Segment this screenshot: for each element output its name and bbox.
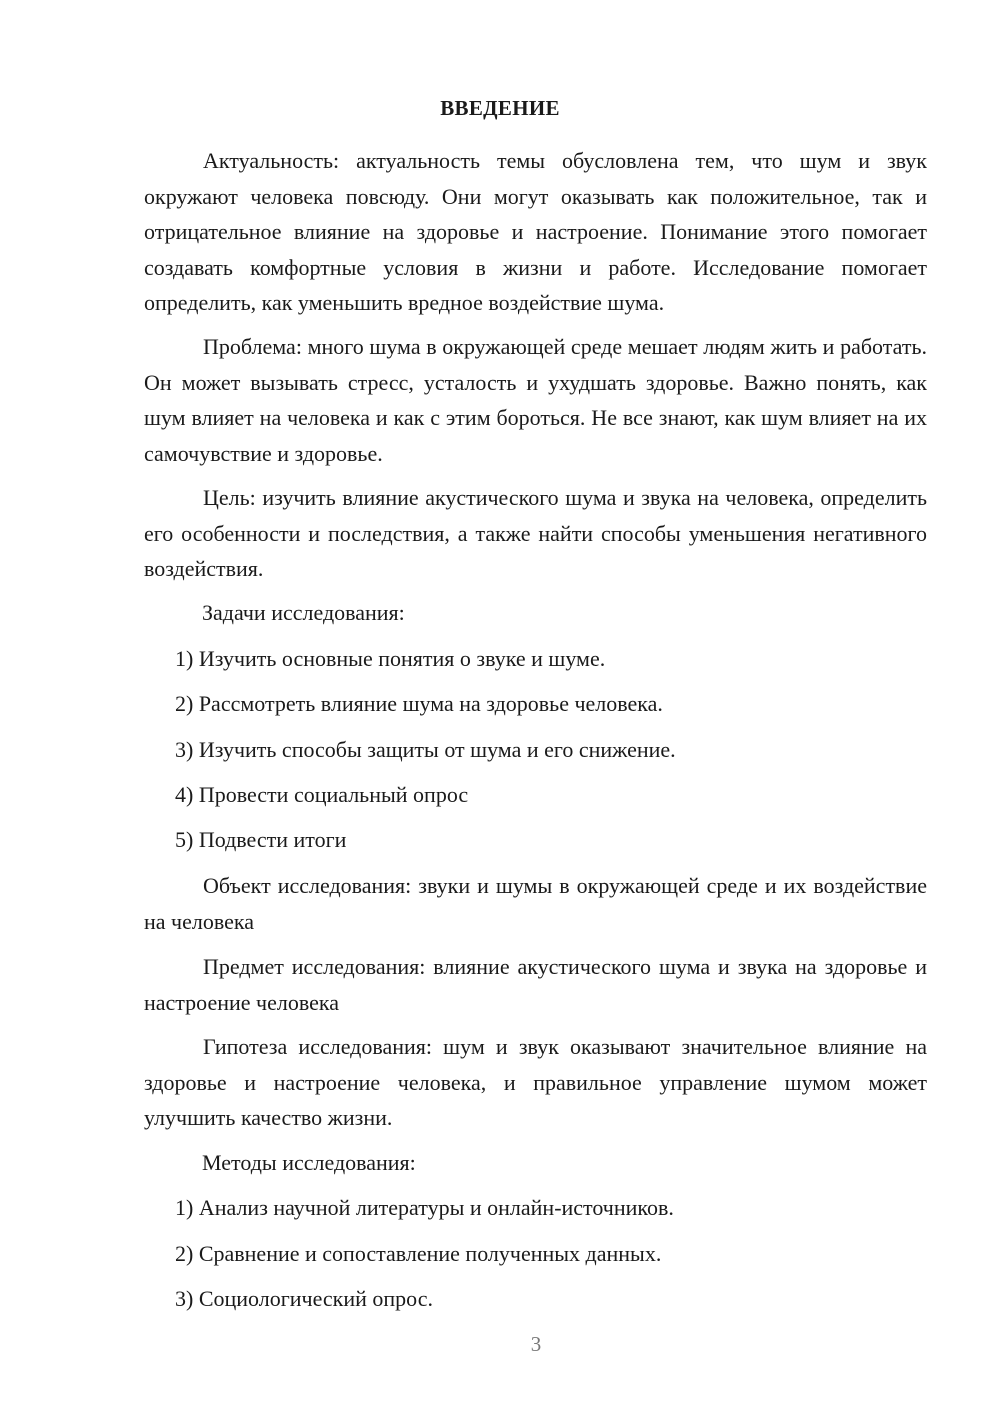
method-item-1: 1) Анализ научной литературы и онлайн-источников. [175,1195,674,1220]
tasks-heading: Задачи исследования: [202,600,405,625]
paragraph-hypothesis: Гипотеза исследования: шум и звук оказывают значительное влияние на здоровье и настроение человека, и правильное управление шумом может улучшить качество жизни. [144,1034,927,1130]
task-item-4: 4) Провести социальный опрос [175,782,469,807]
paragraph-problem: Проблема: много шума в окружающей среде мешает людям жить и работать. Он может вызывать стресс, усталость и ухудшать здоровье. Важно понять, как шум влияет на человека и как с этим бороться. Не все знают, как шум влияет на их самочувствие и здоровье. [144,334,927,466]
paragraph-object: Объект исследования: звуки и шумы в окружающей среде и их воздействие на человека [144,873,927,934]
paragraph-relevance: Актуальность: актуальность темы обусловлена тем, что шум и звук окружают человека повсюду. Они могут оказывать как положительное, так и отрицательное влияние на здоровье и настроение. Понимание этого помогает создавать комфортные условия в жизни и работе. Исследование помогает определить, как уменьшить вредное воздействие шума. [144,148,927,315]
page-number: 3 [530,1332,542,1356]
task-item-3: 3) Изучить способы защиты от шума и его снижение. [175,737,676,762]
methods-heading: Методы исследования: [202,1150,416,1175]
method-item-2: 2) Сравнение и сопоставление полученных данных. [175,1241,662,1266]
paragraph-goal: Цель: изучить влияние акустического шума и звука на человека, определить его особенности и последствия, а также найти способы уменьшения негативного воздействия. [144,485,927,581]
task-item-2: 2) Рассмотреть влияние шума на здоровье человека. [175,691,663,716]
paragraph-subject: Предмет исследования: влияние акустического шума и звука на здоровье и настроение человека [144,954,927,1015]
method-item-3: 3) Социологический опрос. [175,1286,433,1311]
task-item-1: 1) Изучить основные понятия о звуке и шуме. [175,646,606,671]
task-item-5: 5) Подвести итоги [175,827,347,852]
page-title: ВВЕДЕНИЕ [440,96,560,120]
